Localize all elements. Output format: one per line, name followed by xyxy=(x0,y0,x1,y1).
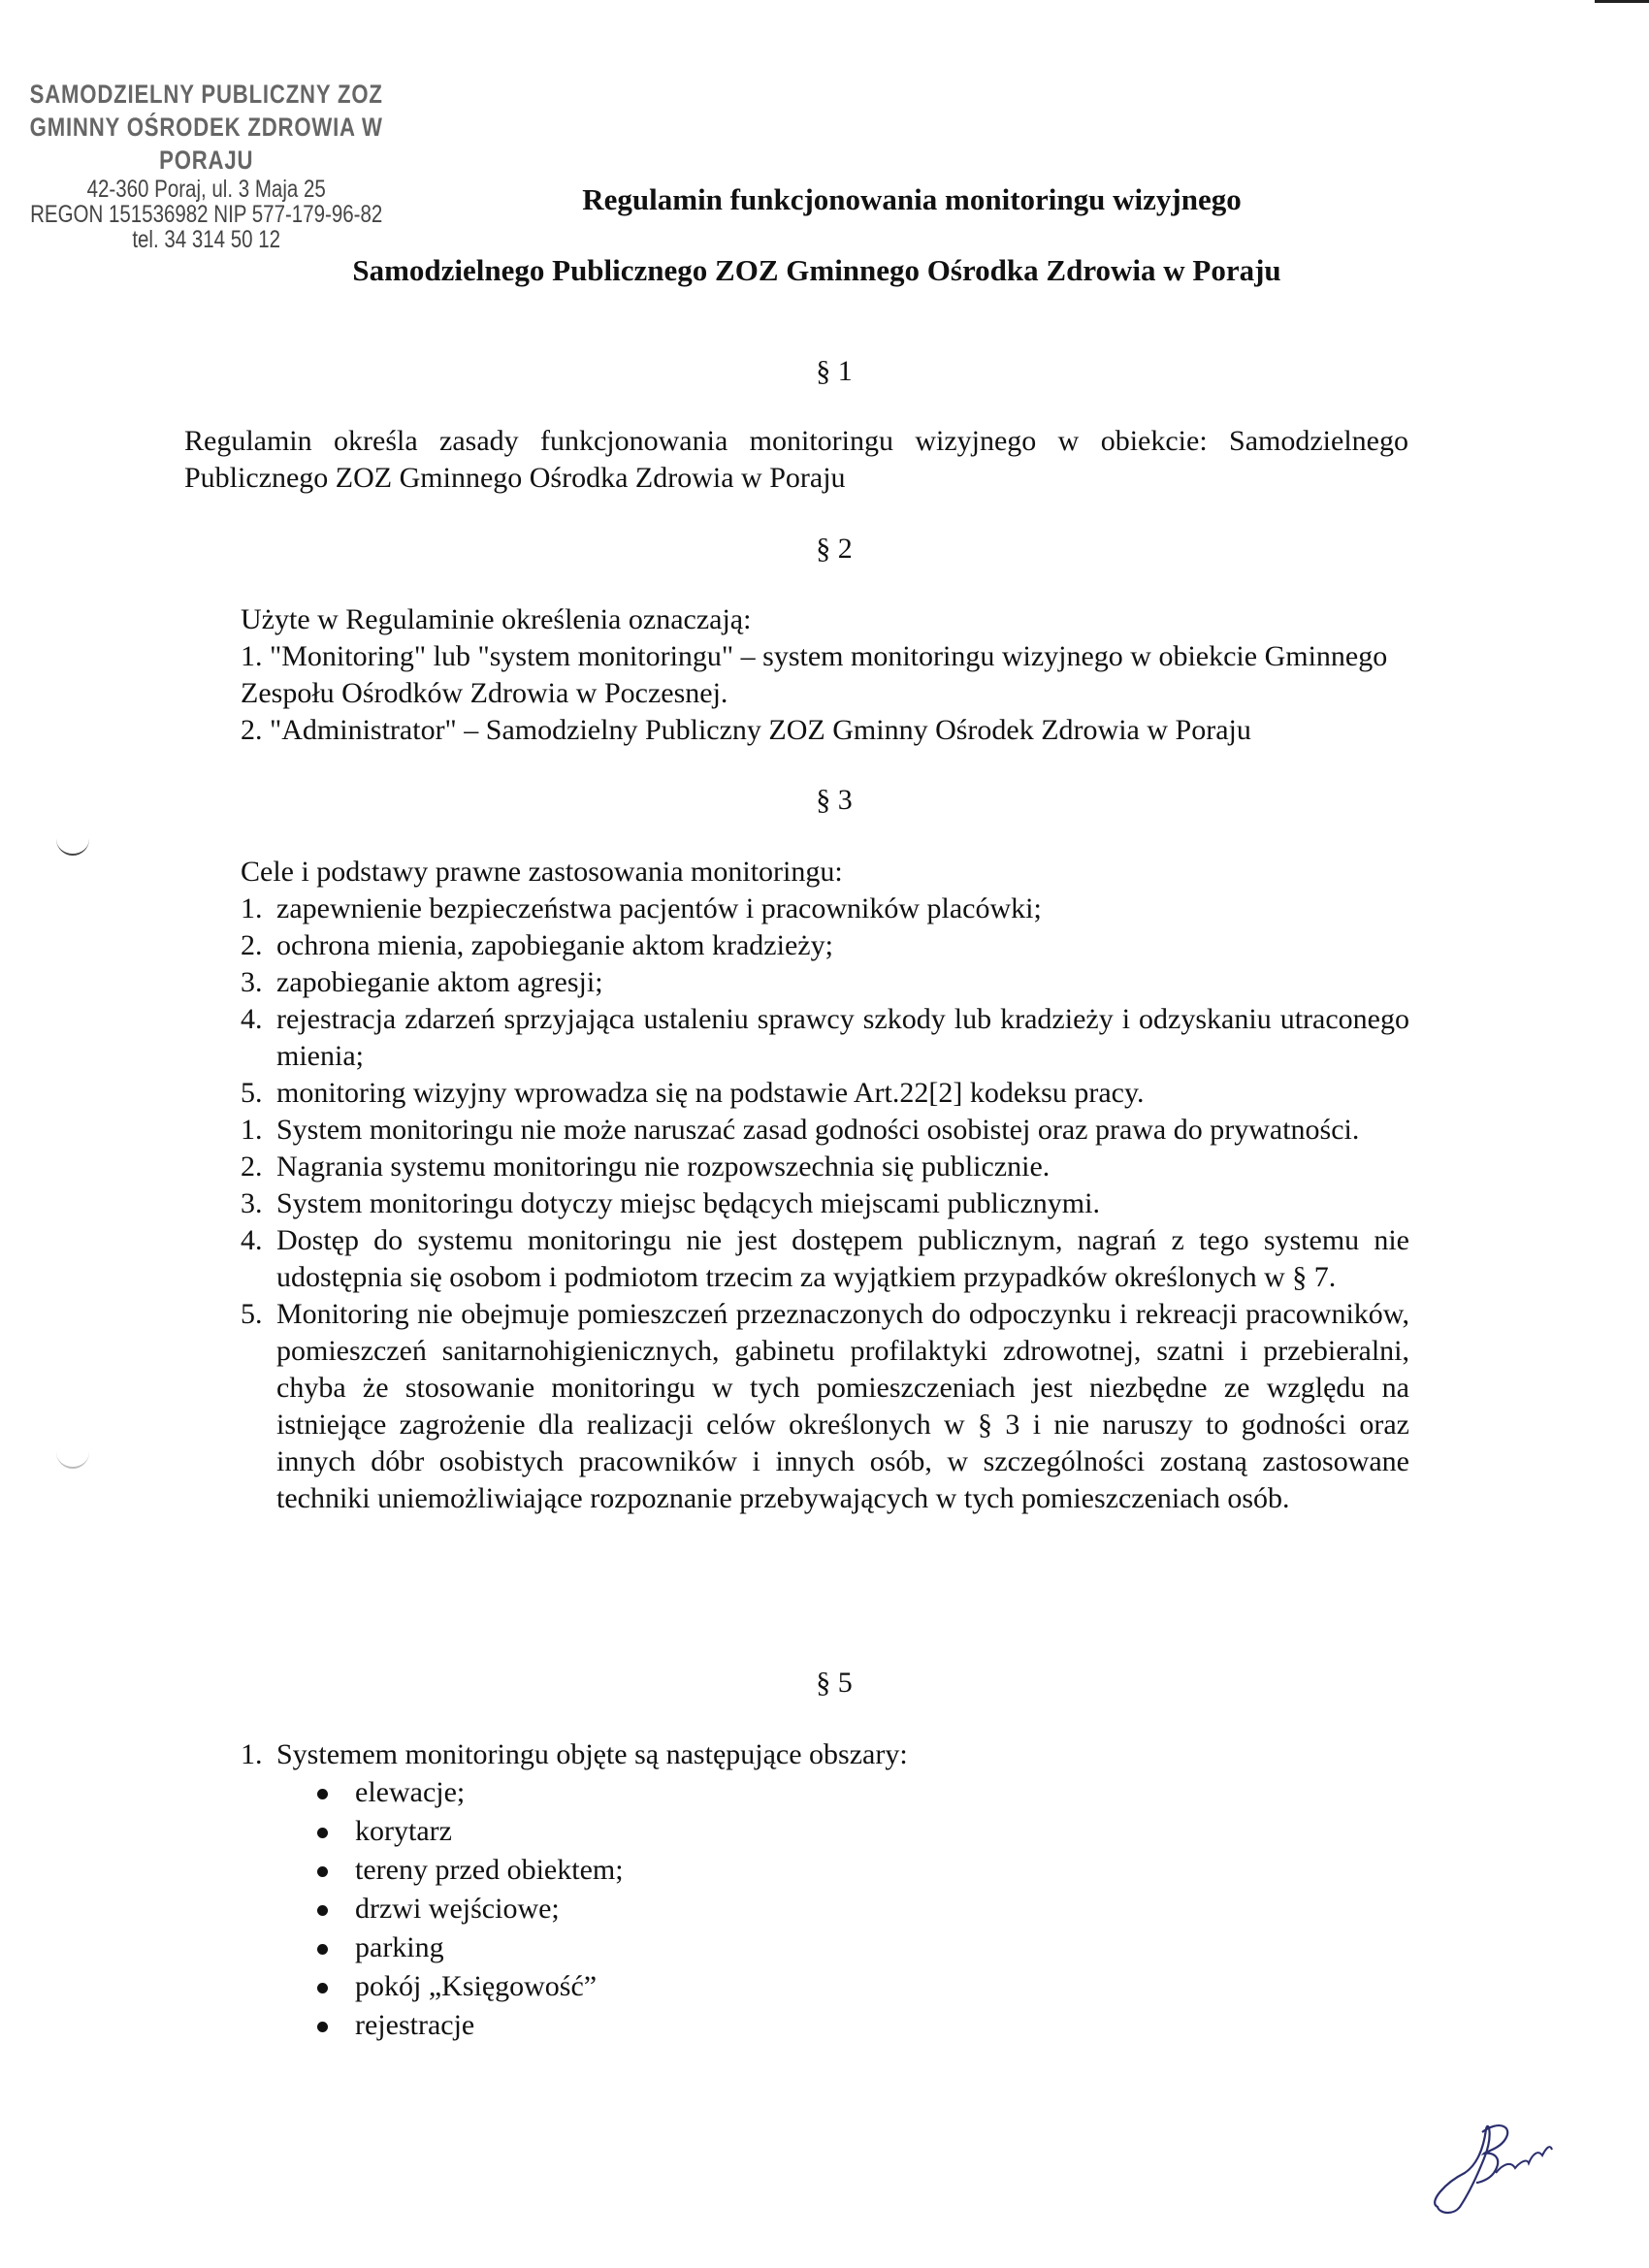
rule-item: 3. System monitoringu dotyczy miejsc będących miejscami publicznymi. xyxy=(241,1187,1100,1219)
section-3-intro: Cele i podstawy prawne zastosowania monitoringu: xyxy=(241,856,843,888)
section-5-item-1: 1. Systemem monitoringu objęte są następujące obszary: elewacje; korytarz tereny przed obiektem; drzwi wejściowe; parking pokój „Księgowość” rejestracje xyxy=(241,1736,1409,2045)
signature-icon xyxy=(1426,2115,1591,2221)
section-2-item-1: 1. "Monitoring" lub "system monitoringu" – system monitoringu wizyjnego w obiekcie Gminnego Zespołu Ośrodków Zdrowia w Poczesnej. xyxy=(241,640,1388,709)
area-item: rejestracje xyxy=(309,2006,1409,2045)
area-item: drzwi wejściowe; xyxy=(309,1890,1409,1928)
rule-item: 2. Nagrania systemu monitoringu nie rozpowszechnia się publicznie. xyxy=(241,1150,1051,1183)
section-2-item-2: 2. "Administrator" – Samodzielny Publiczny ZOZ Gminny Ośrodek Zdrowia w Poraju xyxy=(241,714,1251,746)
goal-item: 4. rejestracja zdarzeń sprzyjająca ustaleniu sprawcy szkody lub kradzieży i odzyskaniu utraconego mienia; xyxy=(241,1003,1409,1072)
bullet-icon xyxy=(317,1828,328,1838)
rule-item: 1. System monitoringu nie może naruszać zasad godności osobistej oraz prawa do prywatności. xyxy=(241,1114,1360,1146)
goal-item: 2. ochrona mienia, zapobieganie aktom kradzieży; xyxy=(241,929,833,961)
bullet-icon xyxy=(317,1866,328,1877)
section-2-heading: § 2 xyxy=(816,533,853,565)
bullet-icon xyxy=(317,2022,328,2032)
scan-edge-mark xyxy=(1595,0,1649,3)
stamp-line-phone: tel. 34 314 50 12 xyxy=(132,226,281,253)
goal-item: 3. zapobieganie aktom agresji; xyxy=(241,966,603,998)
document-title: Regulamin funkcjonowania monitoringu wizyjnego xyxy=(582,182,1242,216)
stamp-line-unit: GMINNY OŚRODEK ZDROWIA W PORAJU xyxy=(29,113,383,175)
punch-hole-mark xyxy=(56,1445,89,1469)
area-item: parking xyxy=(309,1928,1409,1967)
stamp-line-name: SAMODZIELNY PUBLICZNY ZOZ xyxy=(29,80,383,109)
bullet-icon xyxy=(317,1905,328,1916)
stamp-line-ids: REGON 151536982 NIP 577-179-96-82 xyxy=(30,201,383,228)
monitored-areas-list xyxy=(309,1773,1409,2045)
goal-item: 1. zapewnienie bezpieczeństwa pacjentów i pracowników placówki; xyxy=(241,892,1042,924)
goal-item: 5. monitoring wizyjny wprowadza się na podstawie Art.22[2] kodeksu pracy. xyxy=(241,1077,1145,1109)
institution-stamp xyxy=(19,78,393,252)
section-5-list xyxy=(241,1736,1409,2045)
bullet-icon xyxy=(317,1944,328,1955)
rules-list xyxy=(241,1112,1409,1517)
section-3-body xyxy=(241,854,1409,1517)
section-5-heading: § 5 xyxy=(816,1667,853,1699)
goals-list xyxy=(241,891,1409,1112)
bullet-icon xyxy=(317,1789,328,1799)
section-1-text: Regulamin określa zasady funkcjonowania monitoringu wizyjnego w obiekcie: Samodzielnego Publicznego ZOZ Gminnego Ośrodka Zdrowia w Poraju xyxy=(184,425,1408,494)
punch-hole-mark xyxy=(56,832,89,856)
area-item: korytarz xyxy=(309,1812,1409,1851)
area-item: tereny przed obiektem; xyxy=(309,1851,1409,1890)
section-5-body xyxy=(241,1736,1409,2045)
section-2-intro: Użyte w Regulaminie określenia oznaczają: xyxy=(241,603,752,635)
section-3-heading: § 3 xyxy=(816,784,853,816)
rule-item: 5. Monitoring nie obejmuje pomieszczeń przeznaczonych do odpoczynku i rekreacji pracowników, pomieszczeń sanitarnohigienicznych, gabinetu profilaktyki zdrowotnej, szatni i przebieralni, chyba że stosowanie monitoringu w tych pomieszczeniach jest niezbędne ze względu na istniejące zagrożenie dla realizacji celów określonych w § 3 i nie naruszy to godności oraz innych dóbr osobistych pracowników i innych osób, w szczególności zostaną zastosowane techniki uniemożliwiające rozpoznanie przebywających w tych pomieszczeniach osób. xyxy=(241,1298,1409,1514)
section-2-body xyxy=(241,601,1405,749)
rule-item: 4. Dostęp do systemu monitoringu nie jest dostępem publicznym, nagrań z tego systemu nie udostępnia się osobom i podmiotom trzecim za wyjątkiem przypadków określonych w § 7. xyxy=(241,1224,1409,1293)
section-1-heading: § 1 xyxy=(816,355,853,387)
stamp-line-address: 42-360 Poraj, ul. 3 Maja 25 xyxy=(86,176,326,203)
bullet-icon xyxy=(317,1983,328,1993)
document-subtitle: Samodzielnego Publicznego ZOZ Gminnego Ośrodka Zdrowia w Poraju xyxy=(352,253,1281,287)
area-item: elewacje; xyxy=(309,1773,1409,1812)
area-item: pokój „Księgowość” xyxy=(309,1967,1409,2006)
